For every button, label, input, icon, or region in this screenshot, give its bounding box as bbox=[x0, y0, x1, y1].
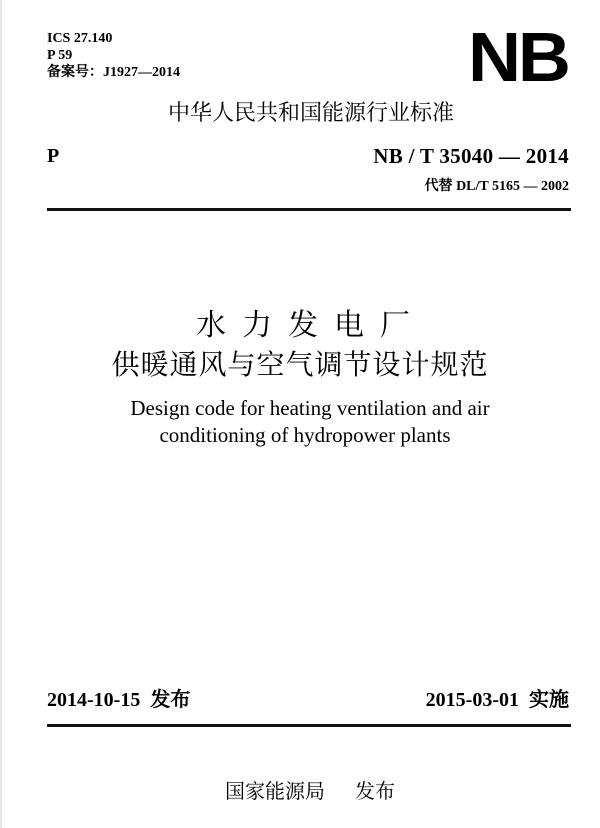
english-title-line-2: conditioning of hydropower plants bbox=[159, 423, 451, 447]
standard-category-header: 中华人民共和国能源行业标准 bbox=[167, 101, 454, 126]
top-divider bbox=[47, 208, 571, 211]
record-number-line bbox=[47, 64, 180, 81]
effective-label: 实施 bbox=[529, 687, 569, 711]
replaces-line bbox=[425, 175, 569, 195]
classification-letter: P bbox=[47, 145, 60, 167]
publisher-line bbox=[0, 775, 600, 804]
issue-date-line bbox=[47, 683, 190, 712]
bottom-divider bbox=[47, 724, 571, 727]
record-label: 备案号： bbox=[47, 64, 103, 80]
replaces-label: 代替 bbox=[424, 178, 453, 194]
english-title-line-1: Design code for heating ventilation and air bbox=[130, 396, 490, 420]
issue-label: 发布 bbox=[150, 687, 191, 711]
record-number: J1927—2014 bbox=[103, 65, 180, 80]
document-meta bbox=[47, 30, 180, 81]
nb-logo: NB bbox=[468, 18, 568, 96]
title-line-1: 水力发电厂 bbox=[196, 308, 426, 343]
issue-date: 2014-10-15 bbox=[47, 689, 141, 711]
ics-code: ICS 27.140 bbox=[47, 31, 113, 46]
standard-number: NB / T 35040 — 2014 bbox=[373, 144, 569, 168]
publisher-name: 国家能源局 bbox=[225, 779, 325, 803]
title-line-2: 供暖通风与空气调节设计规范 bbox=[111, 348, 489, 381]
replaces-number: DL/T 5165 — 2002 bbox=[452, 179, 569, 194]
effective-date-line bbox=[426, 683, 569, 712]
effective-date: 2015-03-01 bbox=[425, 689, 519, 711]
publisher-action: 发布 bbox=[355, 779, 395, 803]
class-code: P 59 bbox=[47, 48, 73, 63]
